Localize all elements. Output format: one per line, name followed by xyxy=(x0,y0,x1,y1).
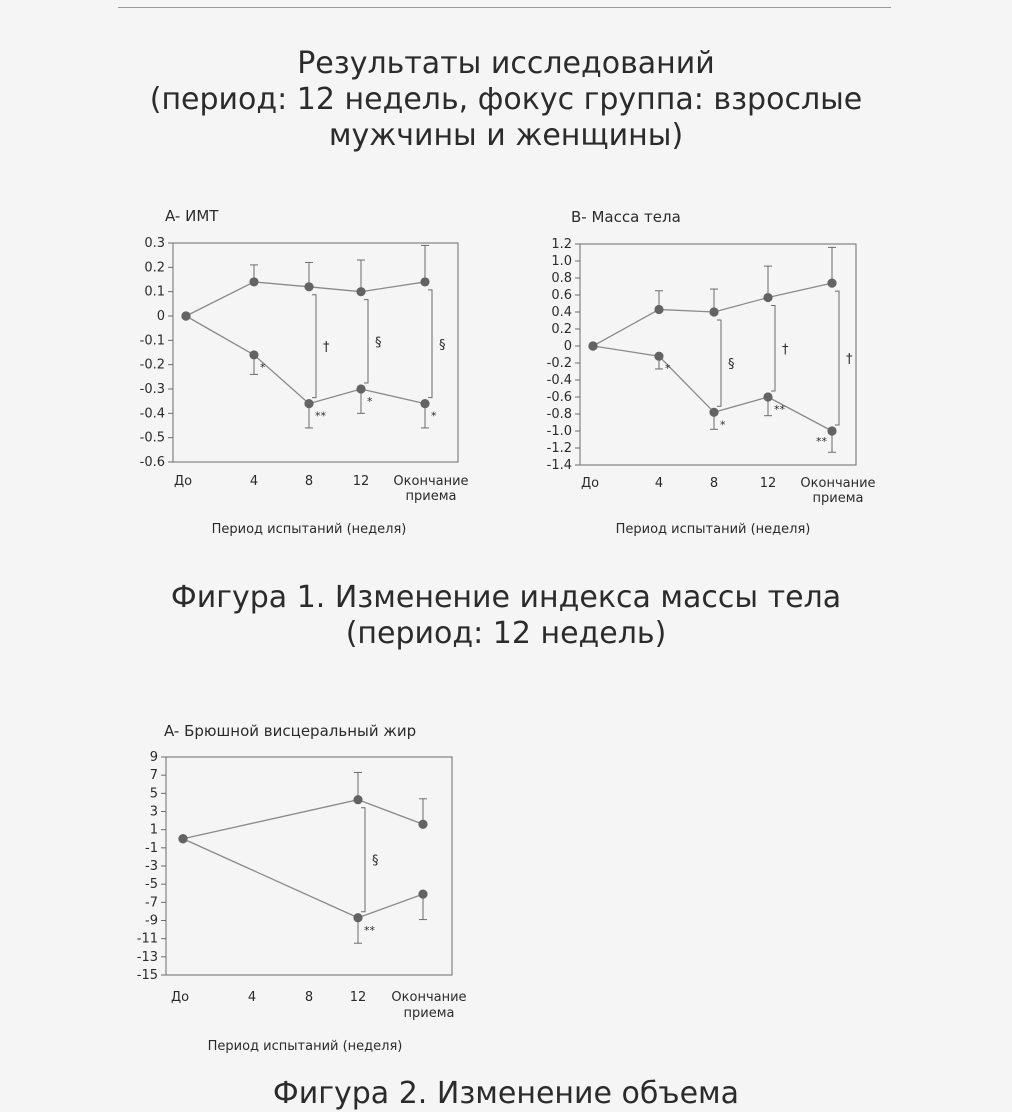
significance-marker: ** xyxy=(315,409,326,423)
data-point xyxy=(709,408,718,417)
bracket-symbol: § xyxy=(728,357,735,373)
y-tick-label: -3 xyxy=(145,859,158,874)
data-point xyxy=(356,384,365,393)
x-tick-label: 4 xyxy=(654,476,664,491)
data-point xyxy=(420,399,429,408)
data-point xyxy=(654,352,663,361)
x-axis-label: Период испытаний (неделя) xyxy=(615,522,811,537)
figure-2-caption-line-1: Фигура 2. Изменение объема xyxy=(272,1076,740,1111)
y-tick-label: 0.2 xyxy=(551,322,572,337)
significance-bracket xyxy=(771,306,775,391)
y-tick-label: -0.3 xyxy=(139,382,165,397)
x-tick-label: 12 xyxy=(759,476,777,491)
y-tick-label: 0.8 xyxy=(551,271,572,286)
data-point xyxy=(249,350,258,359)
bracket-symbol: § xyxy=(375,335,382,351)
y-tick-label: -0.6 xyxy=(139,455,165,470)
y-tick-label: 0 xyxy=(563,339,572,354)
y-tick-label: -1 xyxy=(145,840,158,856)
data-point xyxy=(418,820,427,829)
x-axis-label: Период испытаний (неделя) xyxy=(211,522,407,537)
x-tick-label: Окончание xyxy=(391,990,467,1005)
y-tick-label: -0.4 xyxy=(546,373,572,388)
y-tick-label: 1.0 xyxy=(551,254,572,269)
x-tick-label: До xyxy=(581,476,600,491)
significance-marker: * xyxy=(367,395,373,408)
x-tick-label: 4 xyxy=(249,474,259,489)
data-point xyxy=(588,341,597,350)
significance-bracket xyxy=(717,320,721,406)
figure-1-caption-line-1: Фигура 1. Изменение индекса массы тела xyxy=(170,580,842,615)
significance-bracket xyxy=(364,300,368,383)
y-tick-label: -9 xyxy=(145,913,158,929)
data-point xyxy=(763,293,772,302)
significance-marker: ** xyxy=(364,923,375,937)
series-line-lower xyxy=(186,316,425,404)
data-point xyxy=(304,399,313,408)
chart-panel-3 xyxy=(137,722,467,1054)
figure-1-caption-line-2: (период: 12 недель) xyxy=(345,616,667,651)
data-point xyxy=(709,307,718,316)
y-tick-label: 0.1 xyxy=(144,284,165,300)
y-tick-label: 1.2 xyxy=(551,237,572,252)
x-tick-label: Окончание xyxy=(800,476,876,491)
y-tick-label: -5 xyxy=(145,877,158,893)
y-tick-label: -1.4 xyxy=(546,458,572,473)
y-tick-label: -7 xyxy=(145,895,158,911)
data-point xyxy=(353,795,362,804)
figure-1-caption xyxy=(0,580,1012,652)
y-tick-label: 1 xyxy=(149,822,158,838)
series-line-upper xyxy=(183,800,423,839)
x-tick-label: Окончание xyxy=(393,474,469,489)
y-tick-label: 3 xyxy=(149,804,158,820)
significance-bracket xyxy=(312,295,316,398)
y-tick-label: -13 xyxy=(136,949,158,965)
x-tick-label: приема xyxy=(812,491,864,506)
chart-panel-2 xyxy=(547,208,876,537)
y-tick-label: -0.1 xyxy=(139,333,165,349)
y-tick-label: -0.6 xyxy=(546,390,572,405)
data-point xyxy=(304,282,313,291)
data-point xyxy=(420,277,429,286)
x-tick-label: 8 xyxy=(304,990,314,1005)
significance-marker: * xyxy=(260,360,266,374)
significance-bracket xyxy=(835,291,839,425)
x-tick-label: 8 xyxy=(304,474,314,489)
plot-frame xyxy=(580,244,856,465)
panel-title: B- Масса тела xyxy=(571,208,681,226)
significance-bracket xyxy=(361,808,365,912)
data-point xyxy=(827,426,836,435)
x-tick-label: 4 xyxy=(247,990,257,1005)
x-tick-label: До xyxy=(174,474,193,489)
y-tick-label: 7 xyxy=(149,768,158,784)
y-tick-label: 9 xyxy=(149,750,158,765)
page-title-line-1: Результаты исследований xyxy=(297,46,715,81)
data-point xyxy=(178,834,187,843)
data-point xyxy=(353,913,362,922)
series-line-lower xyxy=(593,346,832,431)
y-tick-label: -0.2 xyxy=(139,357,165,373)
data-point xyxy=(654,305,663,314)
bracket-symbol: † xyxy=(846,352,853,368)
data-point xyxy=(249,277,258,286)
y-tick-label: 0.2 xyxy=(144,260,165,276)
significance-marker: * xyxy=(720,418,726,432)
y-tick-label: 0.4 xyxy=(551,305,572,320)
y-tick-label: -0.8 xyxy=(546,407,572,422)
y-tick-label: -1.0 xyxy=(546,424,572,439)
data-point xyxy=(356,287,365,296)
x-tick-label: 12 xyxy=(349,990,367,1005)
data-point xyxy=(181,311,190,320)
data-point xyxy=(763,392,772,401)
series-line-lower xyxy=(183,839,423,918)
x-tick-label: приема xyxy=(405,489,457,504)
significance-bracket xyxy=(428,290,432,398)
significance-marker: * xyxy=(665,362,671,376)
y-tick-label: 0 xyxy=(156,309,165,324)
bracket-symbol: † xyxy=(782,342,789,358)
bracket-symbol: § xyxy=(372,853,379,869)
page-title-line-2: (период: 12 недель, фокус группа: взрослые xyxy=(149,82,863,117)
y-tick-label: 0.3 xyxy=(144,236,165,251)
data-point xyxy=(418,890,427,899)
x-tick-label: приема xyxy=(403,1006,455,1021)
x-tick-label: 12 xyxy=(352,474,370,489)
y-tick-label: -1.2 xyxy=(546,441,572,456)
x-tick-label: 8 xyxy=(709,476,719,491)
significance-marker: ** xyxy=(816,435,827,448)
significance-marker: ** xyxy=(774,403,785,416)
bracket-symbol: † xyxy=(323,340,330,356)
data-point xyxy=(827,279,836,288)
y-tick-label: 5 xyxy=(149,786,158,802)
page-title-line-3: мужчины и женщины) xyxy=(328,118,684,153)
y-tick-label: -15 xyxy=(136,968,158,983)
figure-2-caption xyxy=(0,1076,1012,1112)
chart-panel-1 xyxy=(140,207,469,537)
y-tick-label: -0.2 xyxy=(546,356,572,371)
panel-title: A- ИМТ xyxy=(165,207,219,225)
x-tick-label: До xyxy=(171,990,190,1005)
y-tick-label: -11 xyxy=(136,931,158,947)
panel-title: A- Брюшной висцеральный жир xyxy=(164,722,417,740)
y-tick-label: -0.4 xyxy=(139,406,165,422)
y-tick-label: 0.6 xyxy=(551,288,572,303)
significance-marker: * xyxy=(431,409,437,423)
plot-frame xyxy=(166,757,452,975)
x-axis-label: Период испытаний (неделя) xyxy=(207,1039,403,1054)
bracket-symbol: § xyxy=(439,337,446,353)
y-tick-label: -0.5 xyxy=(139,430,165,446)
